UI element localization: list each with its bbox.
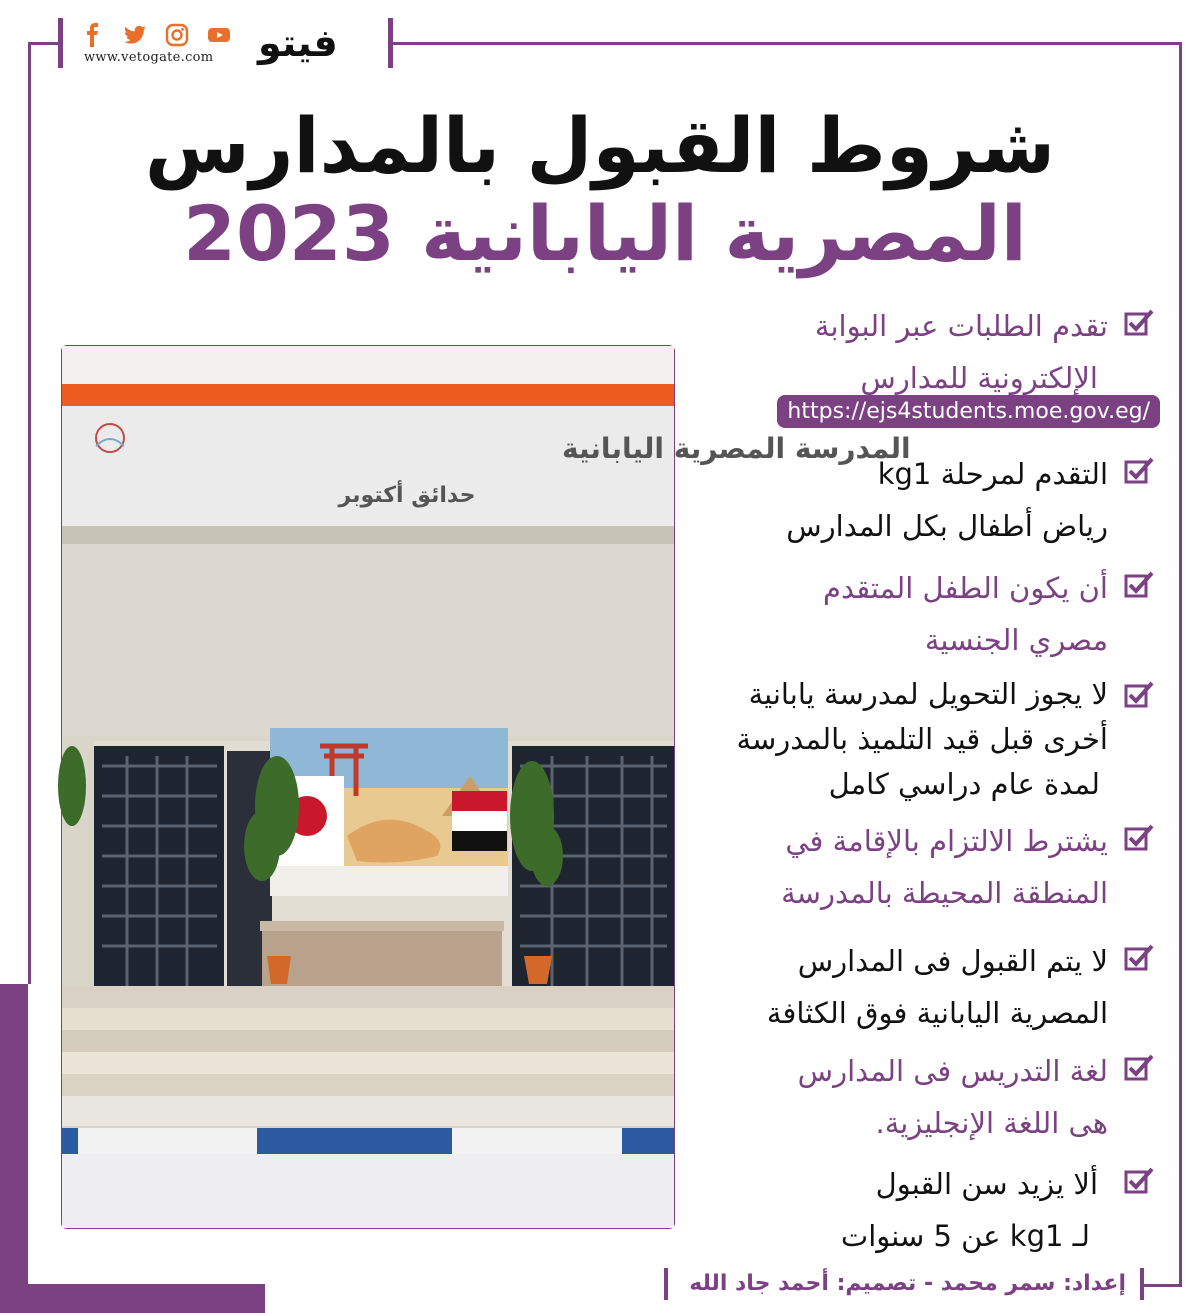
instagram-icon[interactable]: [164, 22, 190, 48]
checkbox-checked-icon: [1124, 943, 1154, 971]
header-divider-right: [388, 18, 393, 68]
condition-text: التقدم لمرحلة kg1 رياض أطفال بكل المدارس: [786, 457, 1108, 543]
sign-line2: حدائق أكتوبر: [338, 483, 476, 508]
bottom-block: [0, 1284, 265, 1313]
checkbox-checked-icon: [1124, 308, 1154, 336]
checkbox-checked-icon: [1124, 1053, 1154, 1081]
credit-text: إعداد: سمر محمد - تصميم: أحمد جاد الله: [689, 1271, 1126, 1296]
frame-bottom: [1144, 1284, 1182, 1287]
condition-text: ألا يزيد سن القبول لـ kg1 عن 5 سنوات: [840, 1167, 1098, 1253]
checkbox-checked-icon: [1124, 1166, 1154, 1194]
social-icons: [80, 22, 232, 48]
website-url[interactable]: www.vetogate.com: [84, 50, 214, 65]
corner-block: [0, 984, 28, 1313]
checkbox-checked-icon: [1124, 823, 1154, 851]
facebook-icon[interactable]: [80, 22, 106, 48]
portal-url-link[interactable]: https://ejs4students.moe.gov.eg/: [777, 395, 1160, 428]
checkbox-checked-icon: [1124, 570, 1154, 598]
header: [58, 18, 398, 70]
frame-top-right: [392, 42, 1182, 45]
frame-top-left: [28, 42, 58, 45]
vetogate-logo[interactable]: فيتو: [258, 21, 338, 65]
school-photo: [61, 345, 911, 1229]
condition-text: لا يتم القبول فى المدارس المصرية اليابانية فوق الكثافة: [766, 944, 1108, 1030]
condition-text: تقدم الطلبات عبر البوابة الإلكترونية للمدارس: [814, 309, 1108, 395]
footer-credit: [664, 1268, 1144, 1304]
footer-divider-left: [664, 1268, 668, 1300]
page-title-line1: شروط القبول بالمدارس: [144, 101, 1056, 190]
checkbox-checked-icon: [1124, 456, 1154, 484]
sign-line1: المدرسة المصرية اليابانية: [562, 432, 911, 465]
twitter-icon[interactable]: [122, 22, 148, 48]
header-divider-left: [58, 18, 63, 68]
condition-text: يشترط الالتزام بالإقامة في المنطقة المحيطة بالمدرسة: [781, 824, 1108, 910]
youtube-icon[interactable]: [206, 22, 232, 48]
page-title-line2: المصرية اليابانية 2023: [183, 189, 1027, 278]
checkbox-checked-icon: [1124, 680, 1154, 708]
condition-text: لا يجوز التحويل لمدرسة يابانية أخرى قبل قيد التلميذ بالمدرسة لمدة عام دراسي كامل: [736, 677, 1108, 801]
condition-text: أن يكون الطفل المتقدم مصري الجنسية: [823, 571, 1108, 657]
condition-text: لغة التدريس فى المدارس هى اللغة الإنجليزية.: [797, 1054, 1108, 1140]
footer-divider-right: [1140, 1268, 1144, 1300]
